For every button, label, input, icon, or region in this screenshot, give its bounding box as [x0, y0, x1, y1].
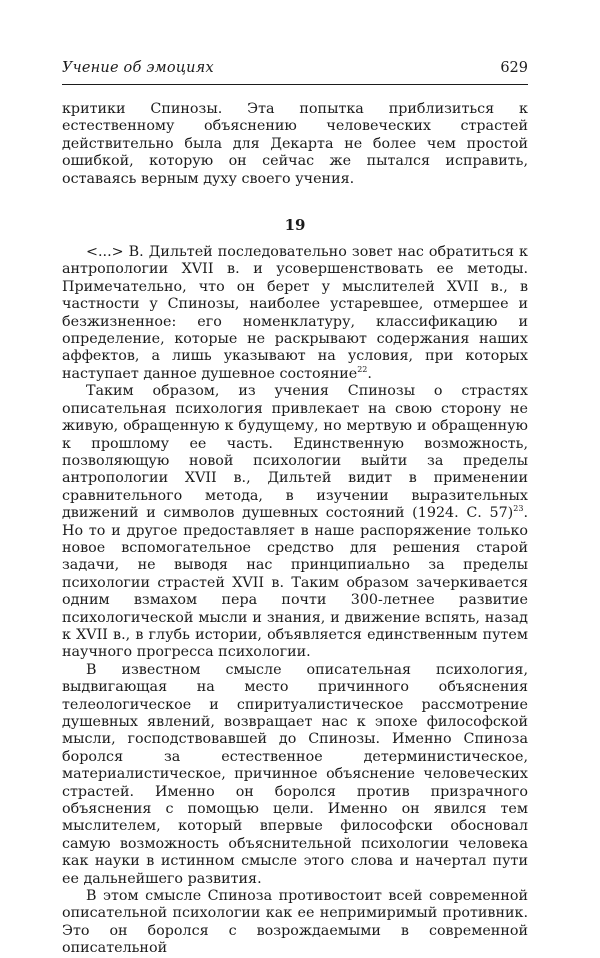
paragraph-tail: .: [367, 365, 372, 382]
paragraph-text: <...> В. Дильтей последовательно зовет нас обратиться к антропологии XVII в. и усовершенствовать ее методы. Примечательно, что он берет у мыслителей XVII в., в частности у Спинозы, наиболее устаревшее, отмершее и безжизненное: его номенклатуру, классификацию и определение, которые не раскрывают содержания наших аффектов, а лишь указывают на условия, при которых наступает данное душевное состояние: [62, 244, 528, 382]
running-title: Учение об эмоциях: [62, 60, 214, 76]
page-number: 629: [500, 60, 528, 76]
footnote-ref[interactable]: 23: [513, 504, 524, 514]
running-head: [62, 58, 528, 78]
paragraph-text: критики Спинозы. Эта попытка приблизиться к естественному объяснению человеческих страстей действительно была для Декарта не более чем простой ошибкой, которую он сейчас же пытался исправить, оставаясь верным духу своего учения.: [62, 101, 528, 187]
paragraph-text: Таким образом, из учения Спинозы о страстях описательная психология привлекает на свою сторону не живую, обращенную к будущему, но мертвую и обращенную к прошлому ее часть. Единственную возможность, позволяющую новой психологии выйти за пределы антропологии XVII в., Дильтей видит в применении сравнительного метода, в изучении выразительных движений и символов душевных состояний (1924. С. 57): [62, 383, 528, 522]
continued-paragraph: [62, 101, 528, 188]
paragraph: [62, 383, 528, 662]
paragraph: В этом смысле Спиноза противостоит всей современной описательной психологии как ее непримиримый противник. Это он боролся с возрождаемыми в современной описательной: [62, 888, 528, 957]
paragraph-tail: . Но то и другое предоставляет в наше распоряжение только новое вспомогательное средство для решения старой задачи, не выводя нас принципиально за пределы психологии страстей XVII в. Таким образом зачеркивается одним взмахом пера почти 300-летнее развитие психологической мысли и знания, и движение вспять, назад к XVII в., в глубь истории, объявляется единственным путем научного прогресса психологии.: [62, 505, 528, 661]
paragraph: В известном смысле описательная психология, выдвигающая на место причинного объяснения телеологическое и спиритуалистическое рассмотрение душевных явлений, возвращает нас к эпохе философской мысли, господствовавшей до Спинозы. Именно Спиноза боролся за естественное детерминистическое, материалистическое, причинное объяснение человеческих страстей. Именно он боролся против призрачного объяснения с помощью цели. Именно он явился тем мыслителем, который впервые философски обосновал самую возможность объяснительной психологии человека как науки в истинном смысле этого слова и начертал пути ее дальнейшего развития.: [62, 661, 528, 887]
section-body: [62, 244, 528, 958]
section-number: 19: [284, 216, 306, 235]
header-rule: [62, 84, 528, 85]
book-page: [62, 58, 528, 958]
footnote-ref[interactable]: 22: [357, 365, 368, 375]
paragraph: [62, 244, 528, 383]
